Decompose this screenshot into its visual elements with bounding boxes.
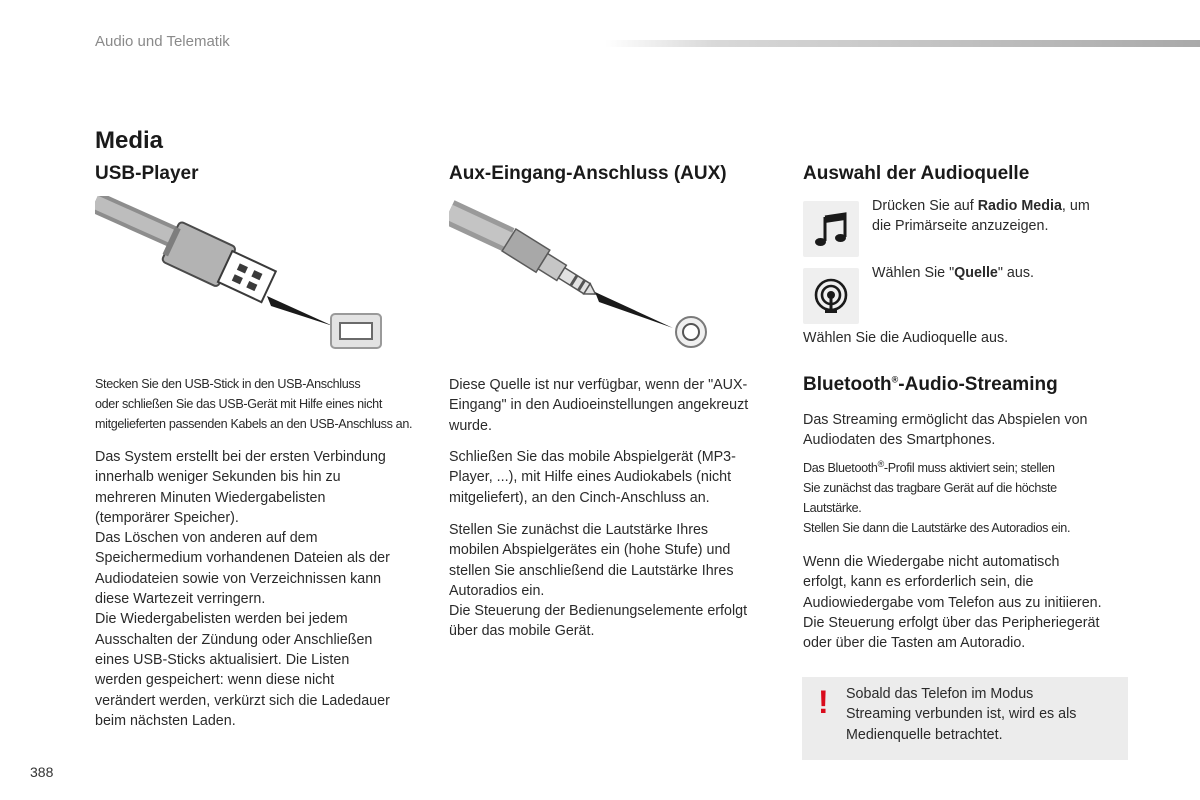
bluetooth-small-line: Stellen Sie dann die Lautstärke des Autoradios ein.	[803, 521, 1071, 535]
radio-media-label: Radio Media	[977, 198, 1062, 214]
usb-body-line: mehreren Minuten Wiedergabelisten	[95, 489, 326, 506]
bluetooth-para-line: Die Steuerung erfolgt über das Peripheriegerät	[803, 614, 1100, 631]
source-step-2-line	[872, 263, 1162, 283]
notice-line: Sobald das Telefon im Modus	[846, 686, 1034, 702]
usb-body-line: (temporärer Speicher).	[95, 509, 239, 526]
aux-para-line: wurde.	[449, 417, 492, 434]
page-number: 388	[30, 764, 54, 780]
usb-body-line: Audiodateien sowie von Verzeichnissen kann	[95, 570, 382, 587]
usb-body-line: verändert werden, verkürzt sich die Ladedauer	[95, 692, 390, 709]
aux-para-line: Diese Quelle ist nur verfügbar, wenn der "AUX-	[449, 377, 748, 393]
source-step-1	[872, 196, 1162, 237]
usb-body-line: Speichermedium vorhandenen Dateien als der	[95, 550, 390, 567]
aux-para-2	[449, 447, 784, 508]
bluetooth-para-1	[803, 410, 1133, 451]
usb-body-line: Ausschalten der Zündung oder Anschließen	[95, 631, 373, 648]
aux-para-line: mitgeliefert), an den Cinch-Anschluss an.	[449, 489, 710, 506]
bluetooth-small-note	[803, 458, 1143, 538]
bluetooth-heading-pre: Bluetooth	[803, 374, 892, 395]
usb-body-line: Die Wiedergabelisten werden bei jedem	[95, 611, 348, 628]
aux-para-line: mobilen Abspielgerätes ein (hohe Stufe) und	[449, 542, 731, 559]
usb-caption-line: Stecken Sie den USB-Stick in den USB-Anschluss	[95, 377, 361, 391]
usb-caption	[95, 374, 435, 434]
usb-body-line: eines USB-Sticks aktualisiert. Die Listen	[95, 651, 350, 668]
registered-mark: ®	[877, 458, 884, 469]
running-header: Audio und Telematik	[95, 33, 230, 50]
aux-para-line: Eingang" in den Audioeinstellungen angekreuzt	[449, 397, 749, 414]
usb-body-line: Das Löschen von anderen auf dem	[95, 530, 318, 547]
registered-mark: ®	[891, 374, 899, 385]
aux-para-line: Stellen Sie zunächst die Lautstärke Ihres	[449, 522, 709, 538]
aux-jack-illustration	[449, 196, 739, 356]
source-step-1-line	[872, 196, 1162, 216]
quelle-label: Quelle	[954, 265, 998, 281]
usb-caption-line: mitgelieferten passenden Kabels an den USB-Anschluss an.	[95, 417, 413, 431]
bluetooth-para-line: Das Streaming ermöglicht das Abspielen von	[803, 412, 1088, 428]
usb-heading: USB-Player	[95, 163, 199, 184]
aux-para-line: Player, ...), mit Hilfe eines Audiokabels (nicht	[449, 469, 732, 486]
bluetooth-para-line: erfolgt, kann es erforderlich sein, die	[803, 574, 1034, 591]
step1-pre: Drücken Sie auf	[872, 198, 978, 214]
step2-pre: Wählen Sie "	[872, 265, 955, 281]
music-note-icon	[803, 201, 859, 257]
notice-text	[846, 684, 1121, 745]
small-post: -Profil muss aktiviert sein; stellen	[883, 461, 1055, 475]
usb-body-line: Das System erstellt bei der ersten Verbindung	[95, 449, 386, 465]
usb-plug-illustration	[95, 196, 395, 356]
usb-caption-line: oder schließen Sie das USB-Gerät mit Hilfe eines nicht	[95, 397, 382, 411]
bluetooth-small-line: Sie zunächst das tragbare Gerät auf die höchste	[803, 481, 1057, 495]
aux-para-line: Autoradios ein.	[449, 582, 545, 599]
notice-line: Medienquelle betrachtet.	[846, 726, 1003, 743]
usb-body-line: beim nächsten Laden.	[95, 712, 236, 729]
aux-para-line: Schließen Sie das mobile Abspielgerät (MP3-	[449, 449, 736, 465]
usb-body-line: werden gespeichert: wenn diese nicht	[95, 672, 335, 689]
header-decor-bar	[605, 40, 1200, 47]
bluetooth-small-line	[803, 458, 1143, 478]
step1-post: , um	[1061, 198, 1090, 214]
bluetooth-para-3	[803, 552, 1143, 653]
source-heading: Auswahl der Audioquelle	[803, 163, 1030, 184]
source-step-2	[872, 263, 1162, 283]
section-title: Media	[95, 127, 164, 154]
bluetooth-small-line: Lautstärke.	[803, 501, 862, 515]
bluetooth-para-line: oder über die Tasten am Autoradio.	[803, 635, 1026, 652]
usb-body-line: innerhalb weniger Sekunden bis hin zu	[95, 469, 341, 486]
bluetooth-para-line: Audiowiedergabe vom Telefon aus zu initiieren.	[803, 594, 1102, 611]
notice-line: Streaming verbunden ist, wird es als	[846, 706, 1077, 723]
small-pre: Das Bluetooth	[803, 461, 878, 475]
source-step-1-line: die Primärseite anzuzeigen.	[872, 218, 1049, 235]
bluetooth-heading	[803, 374, 1058, 396]
usb-body-line: diese Wartezeit verringern.	[95, 591, 266, 608]
aux-para-line: stellen Sie anschließend die Lautstärke Ihres	[449, 562, 734, 579]
aux-heading: Aux-Eingang-Anschluss (AUX)	[449, 163, 727, 184]
source-step-3: Wählen Sie die Audioquelle aus.	[803, 330, 1009, 346]
aux-para-line: über das mobile Gerät.	[449, 623, 595, 640]
aux-para-3	[449, 520, 784, 642]
aux-para-line: Die Steuerung der Bedienungselemente erfolgt	[449, 603, 748, 620]
aux-para-1	[449, 375, 784, 436]
step2-post: " aus.	[997, 265, 1034, 281]
bluetooth-para-line: Wenn die Wiedergabe nicht automatisch	[803, 554, 1060, 570]
usb-body	[95, 447, 435, 731]
bluetooth-heading-post: -Audio-Streaming	[898, 374, 1058, 395]
warning-icon: !	[818, 684, 829, 720]
bluetooth-para-line: Audiodaten des Smartphones.	[803, 432, 996, 449]
source-broadcast-icon	[803, 268, 859, 324]
